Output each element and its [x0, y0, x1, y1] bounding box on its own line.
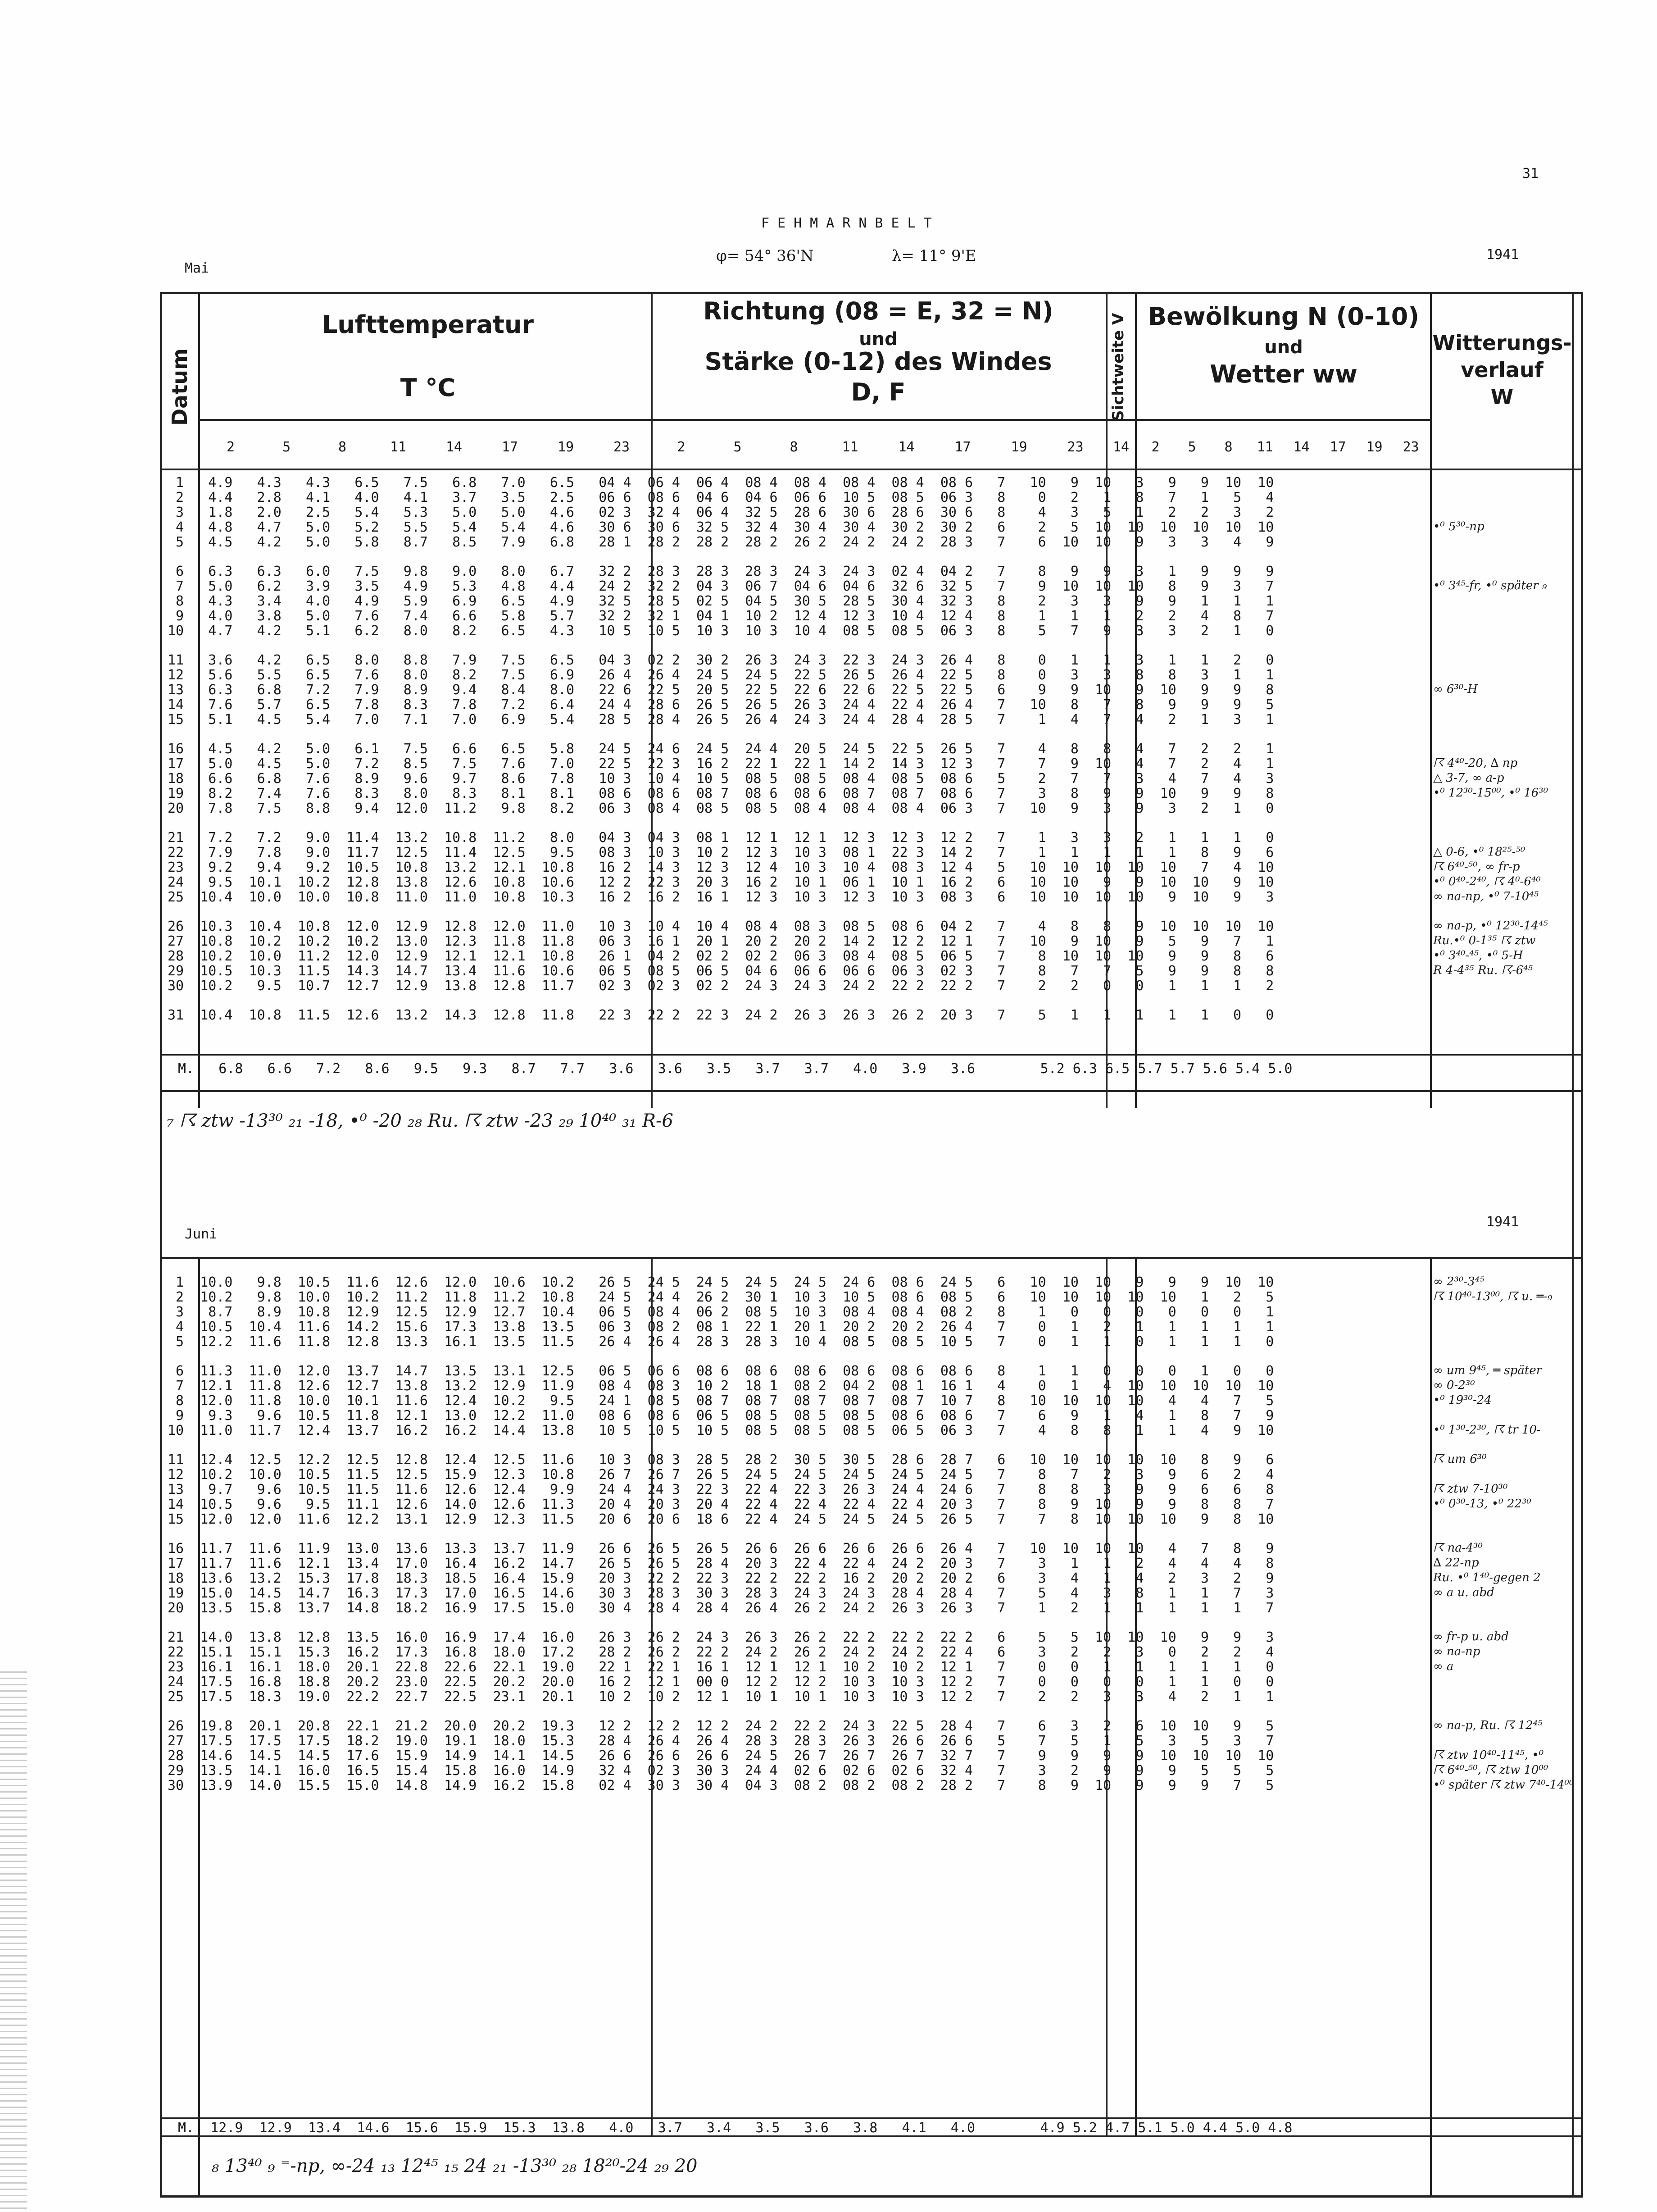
cloud-hour: 5 [1188, 439, 1196, 455]
table-row: 11 12.4 12.5 12.2 12.5 12.8 12.4 12.5 11.6 10 3 08 3 28 5 28 2 30 5 30 5 28 6 28 7 6 10 10 10 10 10 8 9 6 [168, 1452, 1274, 1468]
cloud-hour: 11 [1257, 439, 1273, 455]
table-row: 18 6.6 6.8 7.6 8.9 9.6 9.7 8.6 7.8 10 3 10 4 10 5 08 5 08 5 08 4 08 5 08 6 5 2 7 7 3 4 7 4 3 [168, 771, 1274, 787]
table-row: 12 10.2 10.0 10.5 11.5 12.5 15.9 12.3 10.8 26 7 26 7 26 5 24 5 24 5 24 5 24 5 24 5 7 8 7 2 3 9 6 2 4 [168, 1467, 1274, 1483]
table-row: 1 4.9 4.3 4.3 6.5 7.5 6.8 7.0 6.5 04 4 06 4 06 4 08 4 08 4 08 4 08 4 08 6 7 10 9 10 3 9 9 10 10 [168, 475, 1274, 491]
temp-hour: 8 [338, 439, 347, 455]
table-row: 24 9.5 10.1 10.2 12.8 13.8 12.6 10.8 10.6 12 2 22 3 20 3 16 2 10 1 06 1 10 1 16 2 6 10 10 9 9 10 10 9 10 [168, 874, 1274, 890]
wind-title-2: und [859, 329, 898, 350]
month-may-label: Mai [185, 260, 209, 276]
cloud-hour: 2 [1151, 439, 1160, 455]
wind-title-4: D, F [851, 378, 906, 406]
month-june-label: Juni [185, 1226, 218, 1242]
table-row: 6 11.3 11.0 12.0 13.7 14.7 13.5 13.1 12.5 06 5 06 6 08 6 08 6 08 6 08 6 08 6 08 6 8 1 1 0 0 0 1 0 0 [168, 1363, 1274, 1379]
year-label-2: 1941 [1486, 1214, 1519, 1230]
table-row: 29 10.5 10.3 11.5 14.3 14.7 13.4 11.6 10.6 06 5 08 5 06 5 04 6 06 6 06 6 06 3 02 3 7 8 7 7 5 9 9 8 8 [168, 963, 1274, 979]
temp-hour: 23 [613, 439, 630, 455]
table-row: 9 4.0 3.8 5.0 7.6 7.4 6.6 5.8 5.7 32 2 32 1 04 1 10 2 12 4 12 3 10 4 12 4 8 1 1 1 2 2 4 8 7 [168, 608, 1274, 624]
weather-note: ∞ na-p, •⁰ 12³⁰-14⁴⁵ [1433, 919, 1548, 933]
header-separator [198, 419, 1430, 421]
table-row: 23 16.1 16.1 18.0 20.1 22.8 22.6 22.1 19.0 22 1 22 1 16 1 12 1 12 1 10 2 10 2 12 1 7 0 0 1 1 1 1 1 0 [168, 1659, 1274, 1675]
year-label-1: 1941 [1486, 247, 1519, 263]
table-row: 4 4.8 4.7 5.0 5.2 5.5 5.4 5.4 4.6 30 6 30 6 32 5 32 4 30 4 30 4 30 2 30 2 6 2 5 10 10 10 10 10 10 [168, 519, 1274, 535]
wind-hours-row [653, 439, 1106, 455]
may-mean-row: M. 6.8 6.6 7.2 8.6 9.5 9.3 8.7 7.7 3.6 3.6 3.5 3.7 3.7 4.0 3.9 3.6 5.2 6.3 6.5 5.7 5.7 5.6 5.4 5.0 [178, 1061, 1293, 1077]
weather-title-1: Witterungs- [1432, 331, 1572, 355]
table-row: 10 11.0 11.7 12.4 13.7 16.2 16.2 14.4 13.8 10 5 10 5 10 5 08 5 08 5 08 5 06 5 06 3 7 4 8 8 1 1 4 9 10 [168, 1423, 1274, 1438]
weather-note: •⁰ 5³⁰-np [1433, 520, 1484, 533]
cloud-title-1: Bewölkung N (0-10) [1148, 302, 1419, 331]
weather-note: ∞ 6³⁰-H [1433, 683, 1478, 696]
col-line-cloud-2 [1430, 1257, 1432, 2198]
table-row: 3 8.7 8.9 10.8 12.9 12.5 12.9 12.7 10.4 06 5 08 4 06 2 08 5 10 3 08 4 08 4 08 2 8 1 0 0 0 0 0 0 1 [168, 1304, 1274, 1320]
wind-hour: 2 [677, 439, 685, 455]
temp-title: Lufttemperatur [322, 310, 534, 339]
weather-note: ∞ 2³⁰-3⁴⁵ [1433, 1275, 1484, 1288]
wind-title-3: Stärke (0-12) des Windes [704, 347, 1052, 376]
temp-hour: 11 [390, 439, 407, 455]
may-section-end [160, 1090, 1583, 1092]
table-row: 24 17.5 16.8 18.8 20.2 23.0 22.5 20.2 20.0 16 2 12 1 00 0 12 2 12 2 10 3 10 3 12 2 7 0 0 0 0 1 1 0 0 [168, 1674, 1274, 1690]
table-row: 14 7.6 5.7 6.5 7.8 8.3 7.8 7.2 6.4 24 4 28 6 26 5 26 5 26 3 24 4 22 4 26 4 7 10 8 7 8 9 9 9 5 [168, 697, 1274, 713]
temp-hour: 14 [445, 439, 463, 455]
wind-hour: 5 [733, 439, 742, 455]
weather-note: ∞ na-np, •⁰ 7-10⁴⁵ [1433, 890, 1539, 903]
table-row: 22 15.1 15.1 15.3 16.2 17.3 16.8 18.0 17.2 28 2 26 2 22 2 24 2 26 2 24 2 24 2 22 4 6 3 2 2 3 0 2 2 4 [168, 1644, 1274, 1660]
col-line-right-double [1572, 292, 1574, 2198]
cloud-title-3: Wetter ww [1210, 360, 1357, 388]
temp-hours-row [203, 439, 651, 455]
wind-title-1: Richtung (08 = E, 32 = N) [703, 297, 1053, 325]
table-row: 5 4.5 4.2 5.0 5.8 8.7 8.5 7.9 6.8 28 1 28 2 28 2 28 2 26 2 24 2 24 2 28 3 7 6 10 10 9 3 3 4 9 [168, 534, 1274, 550]
vis-hour: 14 [1112, 439, 1130, 455]
weather-note: ☈ na-4³⁰ [1433, 1541, 1483, 1555]
station-name: FEHMARNBELT [761, 215, 940, 231]
table-row: 1 10.0 9.8 10.5 11.6 12.6 12.0 10.6 10.2 26 5 24 5 24 5 24 5 24 5 24 6 08 6 24 5 6 10 10 10 9 9 9 10 10 [168, 1274, 1274, 1290]
table-row: 20 13.5 15.8 13.7 14.8 18.2 16.9 17.5 15.0 30 4 28 4 28 4 26 4 26 2 24 2 26 3 26 3 7 1 2 1 1 1 1 1 7 [168, 1600, 1274, 1616]
temp-hour: 19 [557, 439, 574, 455]
table-row: 14 10.5 9.6 9.5 11.1 12.6 14.0 12.6 11.3 20 4 20 3 20 4 22 4 22 4 22 4 22 4 20 3 7 8 9 10 9 9 8 8 7 [168, 1497, 1274, 1512]
wind-hour: 19 [1011, 439, 1027, 455]
weather-title-3: W [1490, 385, 1514, 409]
weather-note: △ 3-7, ∞ a-p [1433, 771, 1504, 785]
weather-note: •⁰ 0³⁰-13, •⁰ 22³⁰ [1433, 1497, 1531, 1511]
table-row: 13 6.3 6.8 7.2 7.9 8.9 9.4 8.4 8.0 22 6 22 5 20 5 22 5 22 6 22 6 22 5 22 5 6 9 9 10 9 10 9 9 8 [168, 682, 1274, 698]
weather-note: ☈ um 6³⁰ [1433, 1452, 1487, 1466]
table-row: 21 14.0 13.8 12.8 13.5 16.0 16.9 17.4 16.0 26 3 26 2 24 3 26 3 26 2 22 2 22 2 22 2 6 5 5 10 10 10 9 9 3 [168, 1629, 1274, 1645]
weather-note: ☈ 10⁴⁰-13⁰⁰, ☈ u. ═-₉ [1433, 1290, 1553, 1303]
table-row: 13 9.7 9.6 10.5 11.5 11.6 12.6 12.4 9.9 24 4 24 3 22 3 22 4 22 3 26 3 24 4 24 6 7 8 8 3 9 9 6 6 8 [168, 1482, 1274, 1497]
wind-hour: 11 [842, 439, 858, 455]
col-line-cloud [1430, 292, 1432, 1108]
weather-note: ∞ a [1433, 1660, 1454, 1673]
june-mean-separator-top [160, 2117, 1583, 2119]
table-row: 28 14.6 14.5 14.5 17.6 15.9 14.9 14.1 14.5 26 6 26 6 26 6 24 5 26 7 26 7 26 7 32 7 7 9 9 9 9 10 10 10 10 [168, 1748, 1274, 1764]
weather-note: ☈ ztw 7-10³⁰ [1433, 1482, 1508, 1496]
table-row: 9 9.3 9.6 10.5 11.8 12.1 13.0 12.2 11.0 08 6 08 6 06 5 08 5 08 5 08 5 08 6 08 6 7 6 9 1 4 1 8 7 9 [168, 1408, 1274, 1424]
table-row: 16 4.5 4.2 5.0 6.1 7.5 6.6 6.5 5.8 24 5 24 6 24 5 24 4 20 5 24 5 22 5 26 5 7 4 8 8 4 7 2 2 1 [168, 741, 1274, 757]
vis-hour-row [1107, 439, 1135, 455]
june-section-start [160, 1257, 1583, 1259]
weather-note: ∆ 22-np [1433, 1556, 1479, 1570]
cloud-hour: 8 [1224, 439, 1233, 455]
weather-note: ☈ 6⁴⁰-⁵⁰, ∞ fr-p [1433, 860, 1520, 874]
table-row: 10 4.7 4.2 5.1 6.2 8.0 8.2 6.5 4.3 10 5 10 5 10 3 10 3 10 4 08 5 08 5 06 3 8 5 7 9 3 3 2 1 0 [168, 623, 1274, 639]
weather-note: ∞ 0-2³⁰ [1433, 1379, 1475, 1392]
table-row: 27 10.8 10.2 10.2 10.2 13.0 12.3 11.8 11.8 06 3 16 1 20 1 20 2 20 2 14 2 12 2 12 1 7 10 9 10 9 5 9 7 1 [168, 933, 1274, 949]
table-row: 2 4.4 2.8 4.1 4.0 4.1 3.7 3.5 2.5 06 6 08 6 04 6 04 6 06 6 10 5 08 5 06 3 8 0 2 1 8 7 1 5 4 [168, 490, 1274, 505]
cloud-hour: 23 [1403, 439, 1419, 455]
table-row: 23 9.2 9.4 9.2 10.5 10.8 13.2 12.1 10.8 16 2 14 3 12 3 12 4 10 3 10 4 08 3 12 4 5 10 10 10 10 10 7 4 10 [168, 860, 1274, 875]
table-row: 15 12.0 12.0 11.6 12.2 13.1 12.9 12.3 11.5 20 6 20 6 18 6 22 4 24 5 24 5 24 5 26 5 7 7 8 10 10 10 9 8 10 [168, 1511, 1274, 1527]
weather-title-2: verlauf [1461, 358, 1544, 382]
table-row: 3 1.8 2.0 2.5 5.4 5.3 5.0 5.0 4.6 02 3 32 4 06 4 32 5 28 6 30 6 28 6 30 6 8 4 3 5 1 2 2 3 2 [168, 505, 1274, 520]
temp-hour: 5 [282, 439, 291, 455]
table-row: 30 13.9 14.0 15.5 15.0 14.8 14.9 16.2 15.8 02 4 30 3 30 4 04 3 08 2 08 2 08 2 28 2 7 8 9 10 9 9 9 7 5 [168, 1778, 1274, 1793]
table-row: 8 4.3 3.4 4.0 4.9 5.9 6.9 6.5 4.9 32 5 28 5 02 5 04 5 30 5 28 5 30 4 32 3 8 2 3 3 9 9 1 1 1 [168, 593, 1274, 609]
table-row: 26 10.3 10.4 10.8 12.0 12.9 12.8 12.0 11.0 10 3 10 4 10 4 08 4 08 3 08 5 08 6 04 2 7 4 8 8 9 10 10 10 10 [168, 919, 1274, 934]
weather-note: ∞ a u. abd [1433, 1586, 1494, 1599]
temp-hour: 2 [226, 439, 235, 455]
wind-hour: 23 [1067, 439, 1084, 455]
may-mean-separator-top [160, 1054, 1583, 1056]
weather-note: •⁰ 3⁴⁵-fr, •⁰ später ₉ [1433, 579, 1547, 592]
cloud-title-2: und [1264, 337, 1303, 358]
table-row: 22 7.9 7.8 9.0 11.7 12.5 11.4 12.5 9.5 08 3 10 3 10 2 12 3 10 3 08 1 22 3 14 2 7 1 1 1 1 1 8 9 6 [168, 845, 1274, 860]
table-row: 25 17.5 18.3 19.0 22.2 22.7 22.5 23.1 20.1 10 2 10 2 12 1 10 1 10 1 10 3 10 3 12 2 7 2 2 3 3 4 2 1 1 [168, 1689, 1274, 1705]
weather-note: •⁰ 0⁴⁰-2⁴⁰, ☈ 4⁰-6⁴⁰ [1433, 875, 1541, 888]
weather-note: •⁰ 3⁴⁰-⁴⁵, •⁰ 5-H [1433, 949, 1523, 962]
table-row: 18 13.6 13.2 15.3 17.8 18.3 18.5 16.4 15.9 20 3 22 2 22 3 22 2 22 2 16 2 20 2 20 2 6 3 4 1 4 2 3 2 9 [168, 1570, 1274, 1586]
longitude: λ= 11° 9'E [892, 247, 976, 265]
weather-note: ☈ 6⁴⁰-⁵⁰, ☈ ztw 10⁰⁰ [1433, 1763, 1548, 1777]
table-row: 4 10.5 10.4 11.6 14.2 15.6 17.3 13.8 13.5 06 3 08 2 08 1 22 1 20 1 20 2 20 2 26 4 7 0 1 2 1 1 1 1 1 [168, 1319, 1274, 1335]
temp-hour: 17 [501, 439, 518, 455]
cloud-hour: 14 [1293, 439, 1310, 455]
latitude: φ= 54° 36'N [716, 247, 814, 265]
table-row: 28 10.2 10.0 11.2 12.0 12.9 12.1 12.1 10.8 26 1 04 2 02 2 02 2 06 3 08 4 08 5 06 5 7 8 10 10 10 9 9 8 6 [168, 948, 1274, 964]
table-row: 20 7.8 7.5 8.8 9.4 12.0 11.2 9.8 8.2 06 3 08 4 08 5 08 5 08 4 08 4 08 4 06 3 7 10 9 3 9 3 2 1 0 [168, 801, 1274, 816]
cloud-hour: 17 [1330, 439, 1346, 455]
weather-note: ∞ na-p, Ru. ☈ 12⁴⁵ [1433, 1719, 1543, 1732]
table-row: 7 5.0 6.2 3.9 3.5 4.9 5.3 4.8 4.4 24 2 32 2 04 3 06 7 04 6 04 6 32 6 32 5 7 9 10 10 10 8 9 3 7 [168, 578, 1274, 594]
wind-hour: 14 [898, 439, 915, 455]
weather-note: ☈ ztw 10⁴⁰-11⁴⁵, •⁰ [1433, 1748, 1544, 1762]
datum-header: Datum [168, 348, 192, 426]
table-row: 19 15.0 14.5 14.7 16.3 17.3 17.0 16.5 14.6 30 3 28 3 30 3 28 3 24 3 24 3 28 4 28 4 7 5 4 3 8 1 1 7 3 [168, 1585, 1274, 1601]
weather-note: ∞ um 9⁴⁵, ═ später [1433, 1364, 1542, 1377]
weather-note: ∞ na-np [1433, 1645, 1480, 1658]
table-row: 17 5.0 4.5 5.0 7.2 8.5 7.5 7.6 7.0 22 5 22 3 16 2 22 1 22 1 14 2 14 3 12 3 7 7 9 10 4 7 2 4 1 [168, 756, 1274, 772]
weather-note: •⁰ 1³⁰-2³⁰, ☈ tr 10- [1433, 1423, 1541, 1437]
june-footnote: ₈ 13⁴⁰ ₉ ⁼-np, ∞-24 ₁₃ 12⁴⁵ ₁₅ 24 ₂₁ -13³⁰ ₂₈ 18²⁰-24 ₂₉ 20 [212, 2156, 698, 2176]
table-row: 5 12.2 11.6 11.8 12.8 13.3 16.1 13.5 11.5 26 4 26 4 28 3 28 3 10 4 08 5 08 5 10 5 7 0 1 1 0 1 1 1 0 [168, 1334, 1274, 1350]
table-row: 7 12.1 11.8 12.6 12.7 13.8 13.2 12.9 11.9 08 4 08 3 10 2 18 1 08 2 04 2 08 1 16 1 4 0 1 4 10 10 10 10 10 [168, 1378, 1274, 1394]
table-row: 17 11.7 11.6 12.1 13.4 17.0 16.4 16.2 14.7 26 5 26 5 28 4 20 3 22 4 22 4 24 2 20 3 7 3 1 1 2 4 4 4 8 [168, 1556, 1274, 1571]
table-row: 25 10.4 10.0 10.0 10.8 11.0 11.0 10.8 10.3 16 2 16 2 16 1 12 3 10 3 12 3 10 3 08 3 6 10 10 10 10 9 10 9 3 [168, 889, 1274, 905]
table-row: 21 7.2 7.2 9.0 11.4 13.2 10.8 11.2 8.0 04 3 04 3 08 1 12 1 12 1 12 3 12 3 12 2 7 1 3 3 2 1 1 1 0 [168, 830, 1274, 846]
table-row: 6 6.3 6.3 6.0 7.5 9.8 9.0 8.0 6.7 32 2 28 3 28 3 28 3 24 3 24 3 02 4 04 2 7 8 9 9 3 1 9 9 9 [168, 564, 1274, 579]
weather-note: △ 0-6, •⁰ 18²⁵-⁵⁰ [1433, 845, 1525, 859]
table-row: 19 8.2 7.4 7.6 8.3 8.0 8.3 8.1 8.1 08 6 08 6 08 7 08 6 08 6 08 7 08 7 08 6 7 3 8 9 9 10 9 9 8 [168, 786, 1274, 801]
table-row: 12 5.6 5.5 6.5 7.6 8.0 8.2 7.5 6.9 26 4 26 4 24 5 24 5 22 5 26 5 26 4 22 5 8 0 3 3 8 8 3 1 1 [168, 667, 1274, 683]
weather-note: Ru.•⁰ 0-1³⁵ ☈ ztw [1433, 934, 1536, 947]
table-row: 31 10.4 10.8 11.5 12.6 13.2 14.3 12.8 11.8 22 3 22 2 22 3 24 2 26 3 26 3 26 2 20 3 7 5 1 1 1 1 1 0 0 [168, 1007, 1274, 1023]
cloud-hours-row [1137, 439, 1430, 455]
weather-note: •⁰ später ☈ ztw 7⁴⁰-14⁰⁰ [1433, 1778, 1574, 1792]
weather-note: ☈ 4⁴⁰-20, ∆ np [1433, 756, 1518, 770]
table-row: 15 5.1 4.5 5.4 7.0 7.1 7.0 6.9 5.4 28 5 28 4 26 5 26 4 24 3 24 4 28 4 28 5 7 1 4 7 4 2 1 3 1 [168, 712, 1274, 728]
table-row: 8 12.0 11.8 10.0 10.1 11.6 12.4 10.2 9.5 24 1 08 5 08 7 08 7 08 7 08 7 08 7 10 7 8 10 10 10 10 4 4 7 5 [168, 1393, 1274, 1409]
weather-note: •⁰ 19³⁰-24 [1433, 1393, 1492, 1407]
table-row: 27 17.5 17.5 17.5 18.2 19.0 19.1 18.0 15.3 28 4 26 4 26 4 28 3 28 3 26 3 26 6 26 6 5 7 5 1 5 3 5 3 7 [168, 1733, 1274, 1749]
weather-note: Ru. •⁰ 1⁴⁰-gegen 2 [1433, 1571, 1541, 1584]
table-row: 11 3.6 4.2 6.5 8.0 8.8 7.9 7.5 6.5 04 3 02 2 30 2 26 3 24 3 22 3 24 3 26 4 8 0 1 1 3 1 1 2 0 [168, 652, 1274, 668]
page-edge-texture [0, 1671, 27, 2212]
visibility-header: Sichtweite V [1109, 313, 1127, 421]
cloud-hour: 19 [1366, 439, 1383, 455]
weather-note: R 4-4³⁵ Ru. ☈-6⁴⁵ [1433, 964, 1533, 977]
table-row: 30 10.2 9.5 10.7 12.7 12.9 13.8 12.8 11.7 02 3 02 3 02 2 24 3 24 3 24 2 22 2 22 2 7 2 2 0 0 1 1 1 2 [168, 978, 1274, 994]
weather-note: ∞ fr-p u. abd [1433, 1630, 1509, 1643]
table-row: 16 11.7 11.6 11.9 13.0 13.6 13.3 13.7 11.9 26 6 26 5 26 5 26 6 26 6 26 6 26 6 26 4 7 10 10 10 10 4 7 8 9 [168, 1541, 1274, 1557]
weather-note: •⁰ 12³⁰-15⁰⁰, •⁰ 16³⁰ [1433, 786, 1548, 800]
table-row: 29 13.5 14.1 16.0 16.5 15.4 15.8 16.0 14.9 32 4 02 3 30 3 24 4 02 6 02 6 02 6 32 4 7 3 2 9 9 9 5 5 5 [168, 1763, 1274, 1779]
table-row: 2 10.2 9.8 10.0 10.2 11.2 11.8 11.2 10.8 24 5 24 4 26 2 30 1 10 3 10 5 08 6 08 5 6 10 10 10 10 10 1 2 5 [168, 1289, 1274, 1305]
page-number: 31 [1522, 166, 1539, 182]
june-mean-row: M. 12.9 12.9 13.4 14.6 15.6 15.9 15.3 13.8 4.0 3.7 3.4 3.5 3.6 3.8 4.1 4.0 4.9 5.2 4.7 5.1 5.0 4.4 5.0 4.8 [178, 2120, 1293, 2136]
may-footnote: ₇ ☈ ztw -13³⁰ ₂₁ -18, •⁰ -20 ₂₈ Ru. ☈ ztw -23 ₂₉ 10⁴⁰ ₃₁ R-6 [167, 1111, 673, 1131]
table-row: 26 19.8 20.1 20.8 22.1 21.2 20.0 20.2 19.3 12 2 12 2 12 2 24 2 22 2 24 3 22 5 28 4 7 6 3 2 6 10 10 9 5 [168, 1718, 1274, 1734]
hour-separator [160, 469, 1583, 470]
wind-hour: 17 [954, 439, 971, 455]
wind-hour: 8 [790, 439, 798, 455]
temp-unit: T °C [400, 373, 456, 402]
